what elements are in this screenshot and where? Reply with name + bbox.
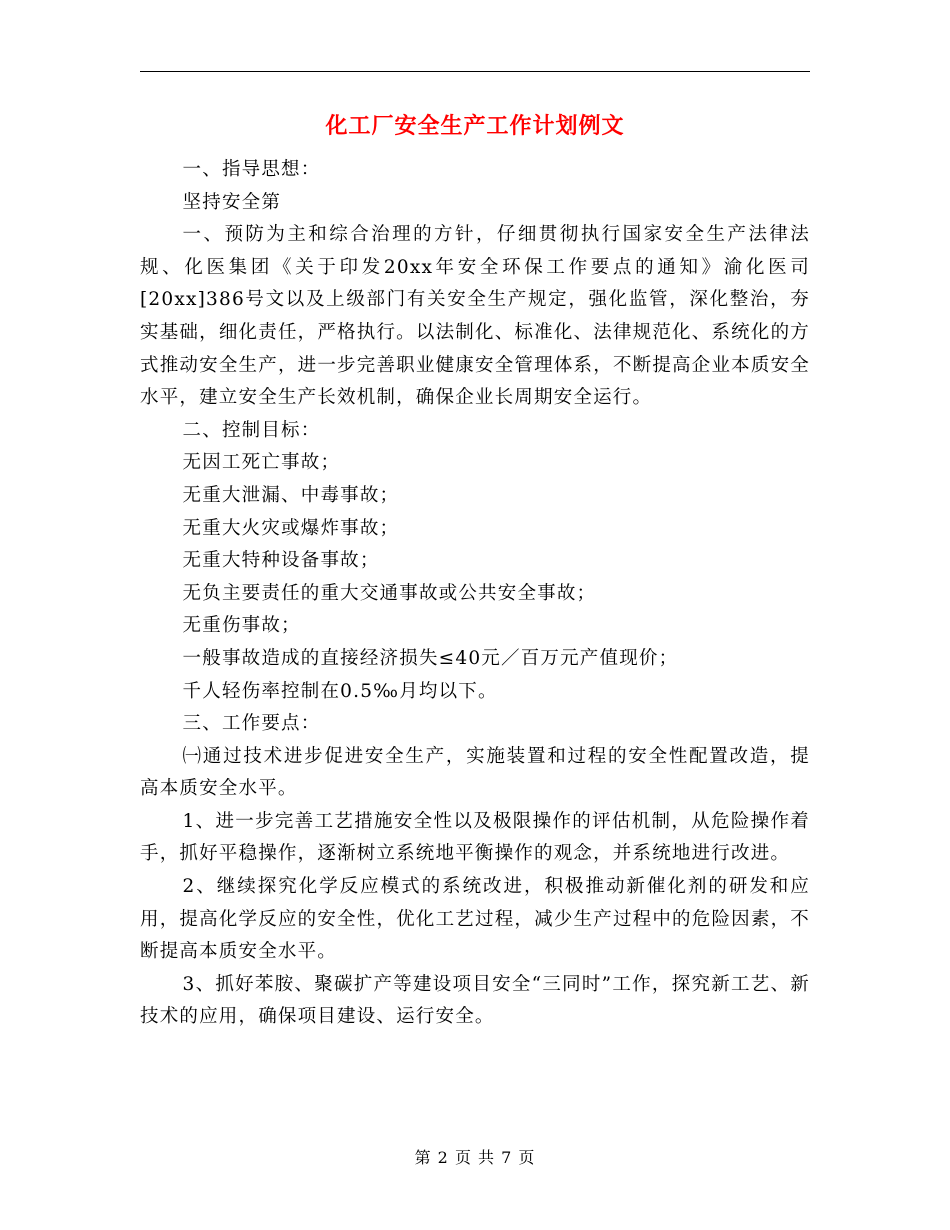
heading-control-targets: 二、控制目标： xyxy=(182,419,321,441)
target-item: 无重大泄漏、中毒事故； xyxy=(182,484,400,506)
paragraph: 2、继续探究化学反应模式的系统改进，积极推动新催化剂的研发和应用，提高化学反应的安全性，优化工艺过程，减少生产过程中的危险因素，不断提高本质安全水平。 xyxy=(140,876,810,963)
target-item: 一般事故造成的直接经济损失≤40元／百万元产值现价； xyxy=(182,647,679,669)
target-item: 无因工死亡事故； xyxy=(182,452,341,474)
paragraph: 1、进一步完善工艺措施安全性以及极限操作的评估机制，从危险操作着手，抓好平稳操作，逐渐树立系统地平衡操作的观念，并系统地进行改进。 xyxy=(140,810,810,865)
document-body xyxy=(140,154,810,1034)
header-rule xyxy=(140,71,810,72)
paragraph: 坚持安全第 xyxy=(182,191,282,213)
target-item: 无负主要责任的重大交通事故或公共安全事故； xyxy=(182,582,597,604)
paragraph: 一、预防为主和综合治理的方针，仔细贯彻执行国家安全生产法律法规、化医集团《关于印发20xx年安全环保工作要点的通知》渝化医司[20xx]386号文以及上级部门有关安全生产规定，强化监管，深化整治，夯实基础，细化责任，严格执行。以法制化、标准化、法律规范化、系统化的方式推动安全生产，进一步完善职业健康安全管理体系，不断提高企业本质安全水平，建立安全生产长效机制，确保企业长周期安全运行。 xyxy=(140,224,810,409)
heading-work-points: 三、工作要点： xyxy=(182,713,321,735)
paragraph: 3、抓好苯胺、聚碳扩产等建设项目安全“三同时”工作，探究新工艺、新技术的应用，确保项目建设、运行安全。 xyxy=(140,973,810,1028)
page-number: 第 2 页 共 7 页 xyxy=(414,1148,536,1167)
paragraph: ㈠通过技术进步促进安全生产，实施装置和过程的安全性配置改造，提高本质安全水平。 xyxy=(140,745,810,800)
document-title: 化工厂安全生产工作计划例文 xyxy=(325,113,625,139)
target-item: 无重大特种设备事故； xyxy=(182,550,380,572)
target-item: 无重大火灾或爆炸事故； xyxy=(182,517,400,539)
target-item: 无重伤事故； xyxy=(182,615,301,637)
target-item: 千人轻伤率控制在0.5‰月均以下。 xyxy=(182,680,498,702)
heading-guiding-thought: 一、指导思想： xyxy=(182,159,321,180)
